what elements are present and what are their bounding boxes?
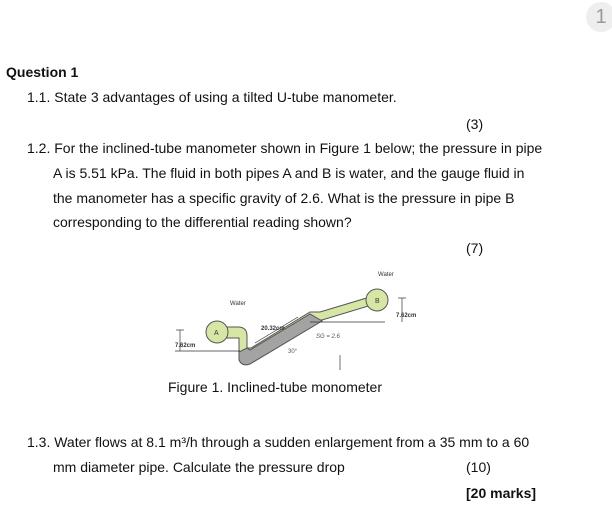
manometer-figure (170, 260, 420, 380)
total-marks: [20 marks] (466, 485, 537, 501)
dim-right: 7.62cm (396, 313, 417, 319)
label-b: B (375, 298, 380, 305)
q13-line: 1.3. Water flows at 8.1 m³/h through a sudden enlargement from a 35 mm to a 60 (27, 434, 530, 450)
label-a: A (214, 330, 219, 337)
figure-caption: Figure 1. Inclined-tube monometer (168, 379, 382, 395)
label-water-a: Water (230, 301, 246, 307)
q11-text: 1.1. State 3 advantages of using a tilted U-tube manometer. (27, 89, 397, 105)
sg-label: SG = 2.6 (316, 334, 340, 340)
q11-marks: (3) (466, 116, 484, 132)
q13-marks: (10) (466, 459, 491, 475)
q12-line: 1.2. For the inclined-tube manometer shown in Figure 1 below; the pressure in pipe (27, 140, 543, 156)
question-title: Question 1 (6, 64, 79, 80)
dim-incline: 20.32cm (261, 326, 285, 332)
q12-marks: (7) (466, 240, 484, 256)
q12-line: corresponding to the differential reading shown? (53, 214, 352, 230)
q12-line: the manometer has a specific gravity of 2.6. What is the pressure in pipe B (53, 190, 515, 206)
dim-left: 7.62cm (175, 343, 196, 349)
angle-label: 30° (288, 349, 298, 355)
q12-line: A is 5.51 kPa. The fluid in both pipes A and B is water, and the gauge fluid in (53, 165, 525, 181)
page-number: 1 (586, 2, 612, 32)
q13-line: mm diameter pipe. Calculate the pressure drop (53, 459, 345, 475)
label-water-b: Water (378, 272, 394, 278)
